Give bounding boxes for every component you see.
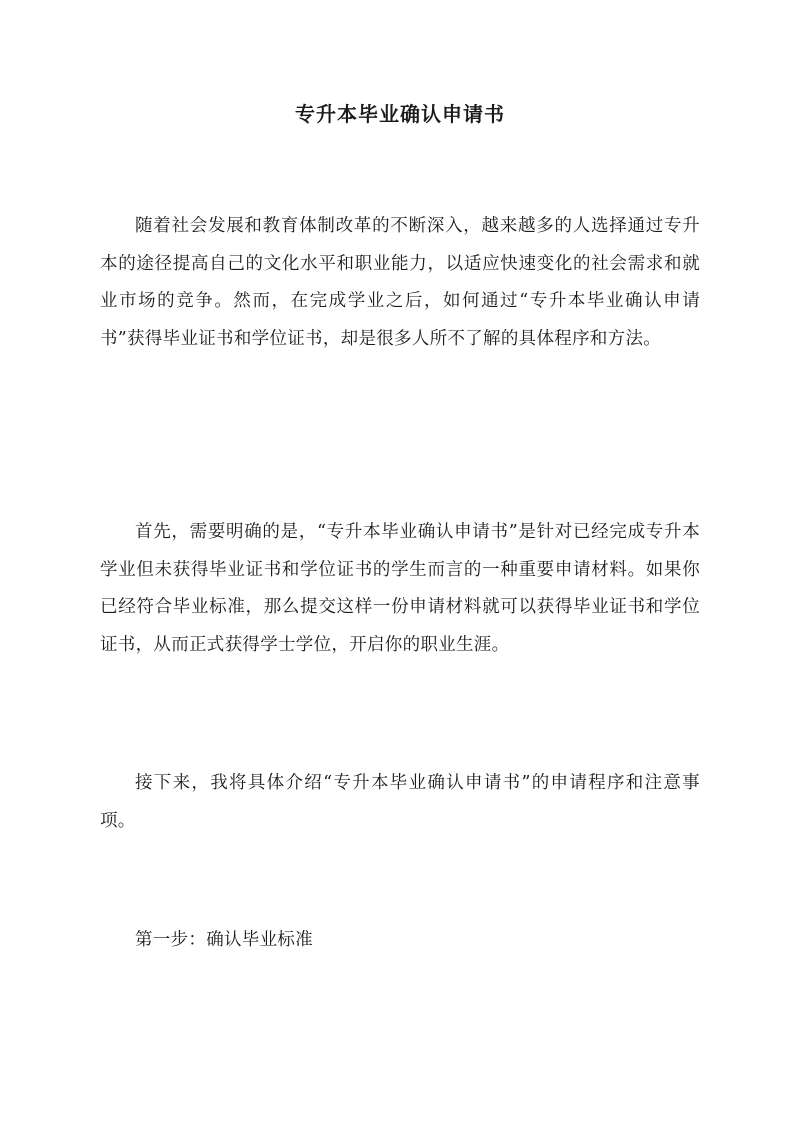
paragraph-procedure-intro: 接下来，我将具体介绍“专升本毕业确认申请书”的申请程序和注意事项。 [100,773,700,831]
document-title: 专升本毕业确认申请书 [295,102,505,126]
paragraph-step-one-heading: 第一步：确认毕业标准 [135,930,313,950]
paragraph-intro: 随着社会发展和教育体制改革的不断深入，越来越多的人选择通过专升本的途径提高自己的文化水平和职业能力，以适应快速变化的社会需求和就业市场的竞争。然而，在完成学业之后，如何通过“专升本毕业确认申请书”获得毕业证书和学位证书，却是很多人所不了解的具体程序和方法。 [100,216,700,349]
paragraph-definition: 首先，需要明确的是，“专升本毕业确认申请书”是针对已经完成专升本学业但未获得毕业证书和学位证书的学生而言的一种重要申请材料。如果你已经符合毕业标准，那么提交这样一份申请材料就可以获得毕业证书和学位证书，从而正式获得学士学位，开启你的职业生涯。 [100,522,700,655]
